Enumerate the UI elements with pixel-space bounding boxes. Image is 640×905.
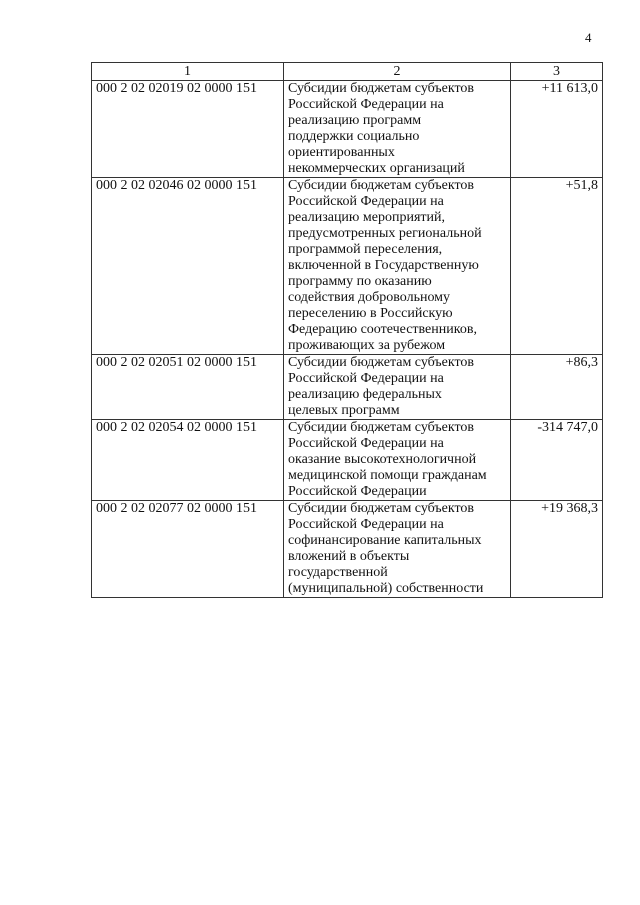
- description-cell: [284, 355, 511, 420]
- column-header-3: 3: [511, 63, 603, 81]
- budget-table: [91, 62, 603, 598]
- description-text: Субсидии бюджетам субъектов Российской Федерации на софинансирование капитальных вложений в объекты государственной (муниципальной) собственности: [288, 501, 484, 596]
- amount-cell: +51,8: [511, 178, 603, 355]
- description-cell: [284, 420, 511, 501]
- budget-code-cell: 000 2 02 02051 02 0000 151: [92, 355, 284, 420]
- table-row: [92, 501, 603, 598]
- description-cell: [284, 501, 511, 598]
- amount-cell: +86,3: [511, 355, 603, 420]
- description-cell: [284, 178, 511, 355]
- table-row: [92, 420, 603, 501]
- description-text: Субсидии бюджетам субъектов Российской Федерации на оказание высокотехнологичной медицинской помощи гражданам Российской Федерации: [288, 420, 487, 499]
- table-row: [92, 355, 603, 420]
- column-header-2: 2: [284, 63, 511, 81]
- description-text: Субсидии бюджетам субъектов Российской Федерации на реализацию федеральных целевых программ: [288, 355, 475, 418]
- budget-code-cell: 000 2 02 02019 02 0000 151: [92, 81, 284, 178]
- budget-code-cell: 000 2 02 02077 02 0000 151: [92, 501, 284, 598]
- column-header-1: 1: [92, 63, 284, 81]
- table-row: [92, 178, 603, 355]
- budget-code-cell: 000 2 02 02054 02 0000 151: [92, 420, 284, 501]
- table-row: [92, 81, 603, 178]
- amount-cell: +11 613,0: [511, 81, 603, 178]
- description-text: Субсидии бюджетам субъектов Российской Федерации на реализацию программ поддержки социально ориентированных некоммерческих организаций: [288, 81, 475, 176]
- amount-cell: +19 368,3: [511, 501, 603, 598]
- description-text: Субсидии бюджетам субъектов Российской Федерации на реализацию мероприятий, предусмотренных региональной программой переселения, включенной в Государственную программу по оказанию содействия добровольному переселению в Российскую Федерацию соотечественников, проживающих за рубежом: [288, 178, 482, 353]
- amount-cell: -314 747,0: [511, 420, 603, 501]
- description-cell: [284, 81, 511, 178]
- page-number: 4: [585, 30, 592, 45]
- table-header-row: [92, 63, 603, 81]
- budget-code-cell: 000 2 02 02046 02 0000 151: [92, 178, 284, 355]
